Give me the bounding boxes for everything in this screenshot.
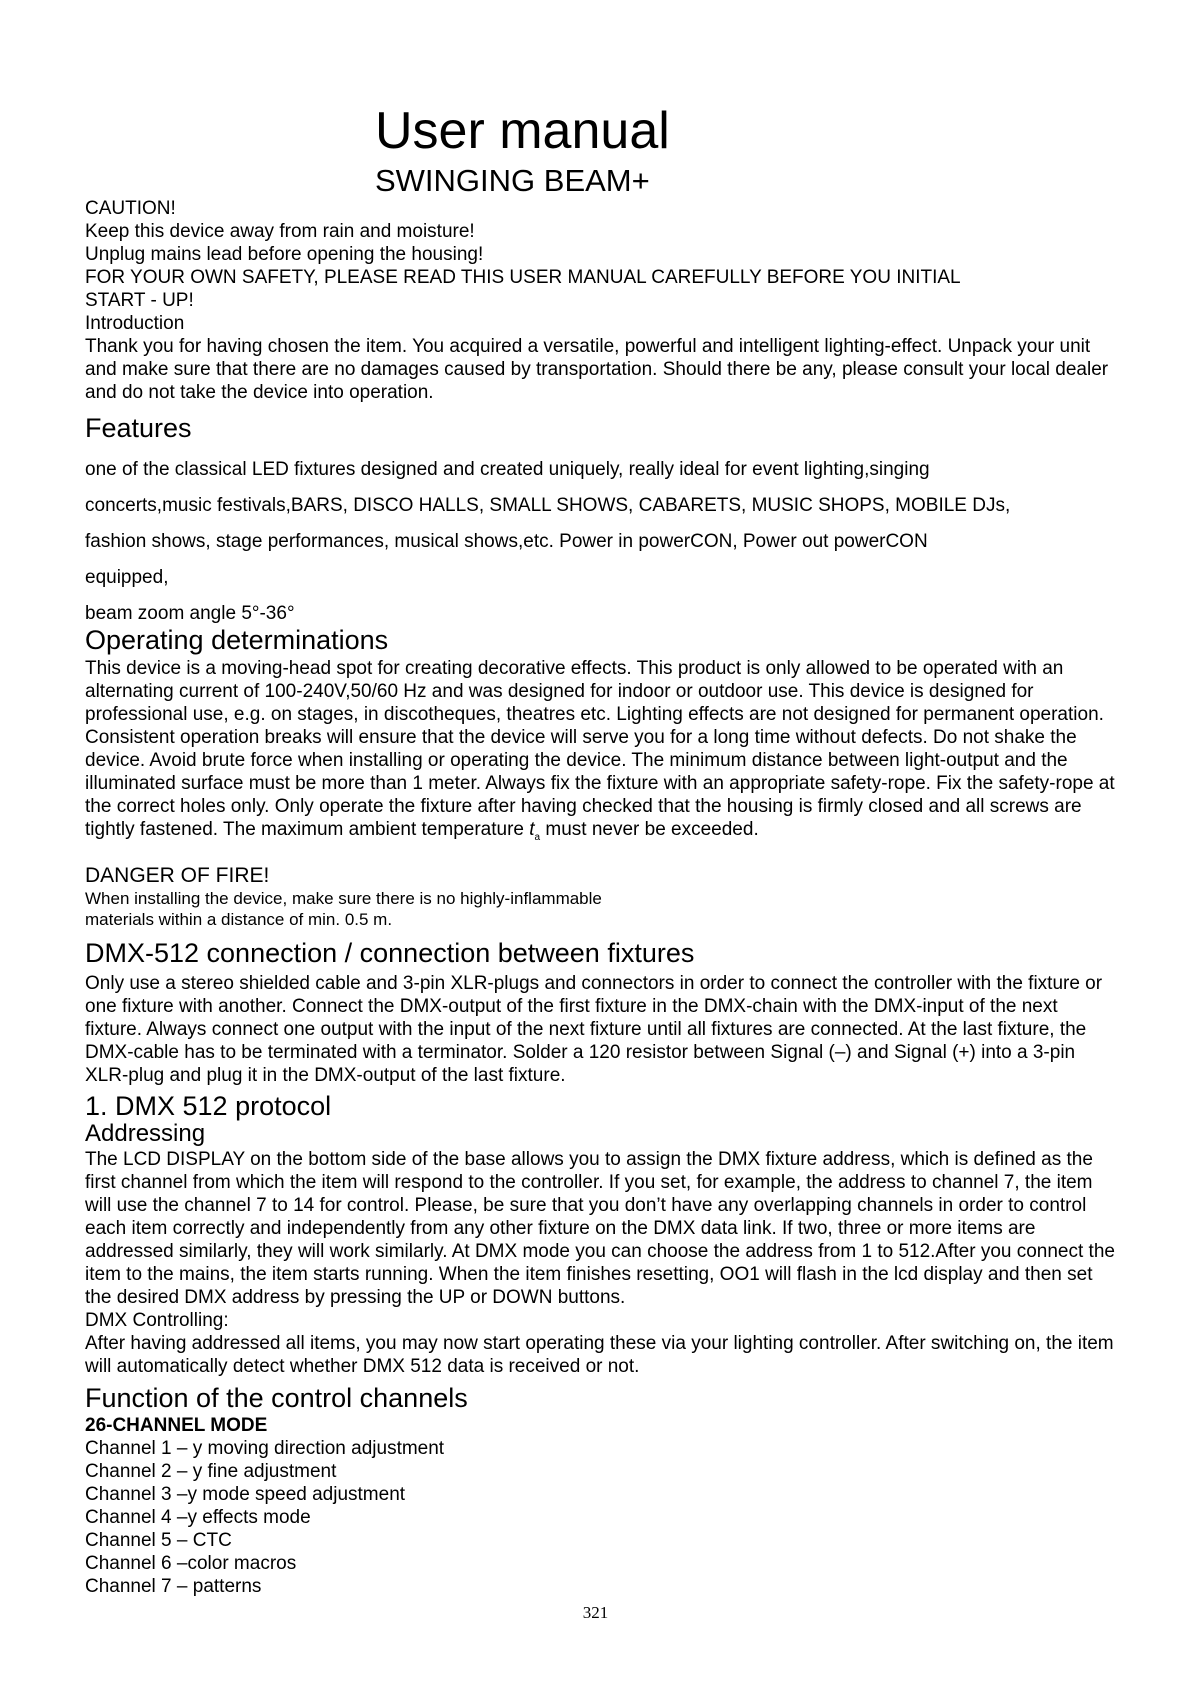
channel-item: Channel 7 – patterns bbox=[85, 1576, 262, 1597]
danger-line: When installing the device, make sure there is no highly-inflammable bbox=[85, 889, 602, 908]
features-line: fashion shows, stage performances, musical shows,etc. Power in powerCON, Power out powerCON bbox=[85, 531, 928, 552]
protocol-heading: 1. DMX 512 protocol bbox=[85, 1091, 332, 1121]
protocol-section bbox=[85, 1148, 1115, 1378]
caution-line: START - UP! bbox=[85, 290, 194, 311]
controlling-heading: DMX Controlling: bbox=[85, 1310, 229, 1331]
controlling-text: After having addressed all items, you may now start operating these via your lighting controller. After switching on, the item will automatically detect whether DMX 512 data is received or not. bbox=[85, 1333, 1114, 1377]
danger-line: materials within a distance of min. 0.5 m. bbox=[85, 910, 393, 929]
features-section bbox=[85, 452, 1115, 632]
page-number: 321 bbox=[582, 1603, 609, 1622]
operating-heading: Operating determinations bbox=[85, 625, 389, 655]
caution-section bbox=[85, 197, 1115, 404]
operating-section bbox=[85, 657, 1115, 849]
channel-item: Channel 6 –color macros bbox=[85, 1553, 297, 1574]
channel-item: Channel 5 – CTC bbox=[85, 1530, 232, 1551]
channels-section bbox=[85, 1414, 1115, 1598]
channel-item: Channel 3 –y mode speed adjustment bbox=[85, 1484, 406, 1505]
addressing-heading: Addressing bbox=[85, 1120, 206, 1147]
operating-text-end: must never be exceeded. bbox=[540, 819, 759, 840]
ambient-temperature-symbol: t bbox=[529, 819, 535, 840]
features-line: equipped, bbox=[85, 567, 169, 588]
page-title: User manual bbox=[375, 102, 670, 160]
caution-heading: CAUTION! bbox=[85, 198, 176, 219]
channel-item: Channel 4 –y effects mode bbox=[85, 1507, 311, 1528]
product-name: SWINGING BEAM+ bbox=[375, 163, 650, 198]
caution-line: FOR YOUR OWN SAFETY, PLEASE READ THIS USER MANUAL CAREFULLY BEFORE YOU INITIAL bbox=[85, 267, 961, 288]
features-line: concerts,music festivals,BARS, DISCO HALLS, SMALL SHOWS, CABARETS, MUSIC SHOPS, MOBILE DJs, bbox=[85, 495, 1011, 516]
channel-mode-label: 26-CHANNEL MODE bbox=[85, 1415, 268, 1436]
channel-item: Channel 1 – y moving direction adjustment bbox=[85, 1438, 445, 1459]
features-line: one of the classical LED fixtures designed and created uniquely, really ideal for event lighting,singing bbox=[85, 459, 930, 480]
danger-heading: DANGER OF FIRE! bbox=[85, 864, 270, 887]
dmx-connection-text: Only use a stereo shielded cable and 3-pin XLR-plugs and connectors in order to connect the controller with the fixture or one fixture with another. Connect the DMX-output of the first fixture in the DMX-chain with the DMX-input of the next fixture. Always connect one output with the input of the next fixture until all fixtures are connected. At the last fixture, the DMX-cable has to be terminated with a terminator. Solder a 120 resistor between Signal (–) and Signal (+) into a 3-pin XLR-plug and plug it in the DMX-output of the last fixture. bbox=[85, 973, 1103, 1086]
ambient-temperature-subscript: a bbox=[534, 831, 541, 843]
features-line: beam zoom angle 5°-36° bbox=[85, 603, 295, 624]
danger-section bbox=[85, 864, 1115, 930]
addressing-text: The LCD DISPLAY on the bottom side of the base allows you to assign the DMX fixture address, which is defined as the first channel from which the item will respond to the controller. If you set, for example, the address to channel 7, the item will use the channel 7 to 14 for control. Please, be sure that you don’t have any overlapping channels in order to control each item correctly and independently from any other fixture on the DMX data link. If two, three or more items are addressed similarly, they will work similarly. At DMX mode you can choose the address from 1 to 512.After you connect the item to the mains, the item starts running. When the item finishes resetting, OO1 will flash in the lcd display and then set the desired DMX address by pressing the UP or DOWN buttons. bbox=[85, 1149, 1115, 1308]
caution-line: Keep this device away from rain and moisture! bbox=[85, 221, 475, 242]
introduction-text: Thank you for having chosen the item. You acquired a versatile, powerful and intelligent lighting-effect. Unpack your unit and make sure that there are no damages caused by transportation. Should there be any, please consult your local dealer and do not take the device into operation. bbox=[85, 336, 1109, 403]
features-heading: Features bbox=[85, 413, 192, 443]
channels-heading: Function of the control channels bbox=[85, 1383, 468, 1413]
operating-text: This device is a moving-head spot for creating decorative effects. This product is only allowed to be operated with an alternating current of 100-240V,50/60 Hz and was designed for indoor or outdoor use. This device is designed for professional use, e.g. on stages, in discotheques, theatres etc. Lighting effects are not designed for permanent operation. Consistent operation breaks will ensure that the device will serve you for a long time without defects. Do not shake the device. Avoid brute force when installing or operating the device. The minimum distance between light-output and the illuminated surface must be more than 1 meter. Always fix the fixture with an appropriate safety-rope. Fix the safety-rope at the correct holes only. Only operate the fixture after having checked that the housing is firmly closed and all screws are tightly fastened. The maximum ambient temperature bbox=[85, 658, 1115, 840]
channel-item: Channel 2 – y fine adjustment bbox=[85, 1461, 337, 1482]
caution-line: Unplug mains lead before opening the housing! bbox=[85, 244, 484, 265]
dmx-connection-heading: DMX-512 connection / connection between fixtures bbox=[85, 938, 695, 968]
introduction-heading: Introduction bbox=[85, 313, 185, 334]
